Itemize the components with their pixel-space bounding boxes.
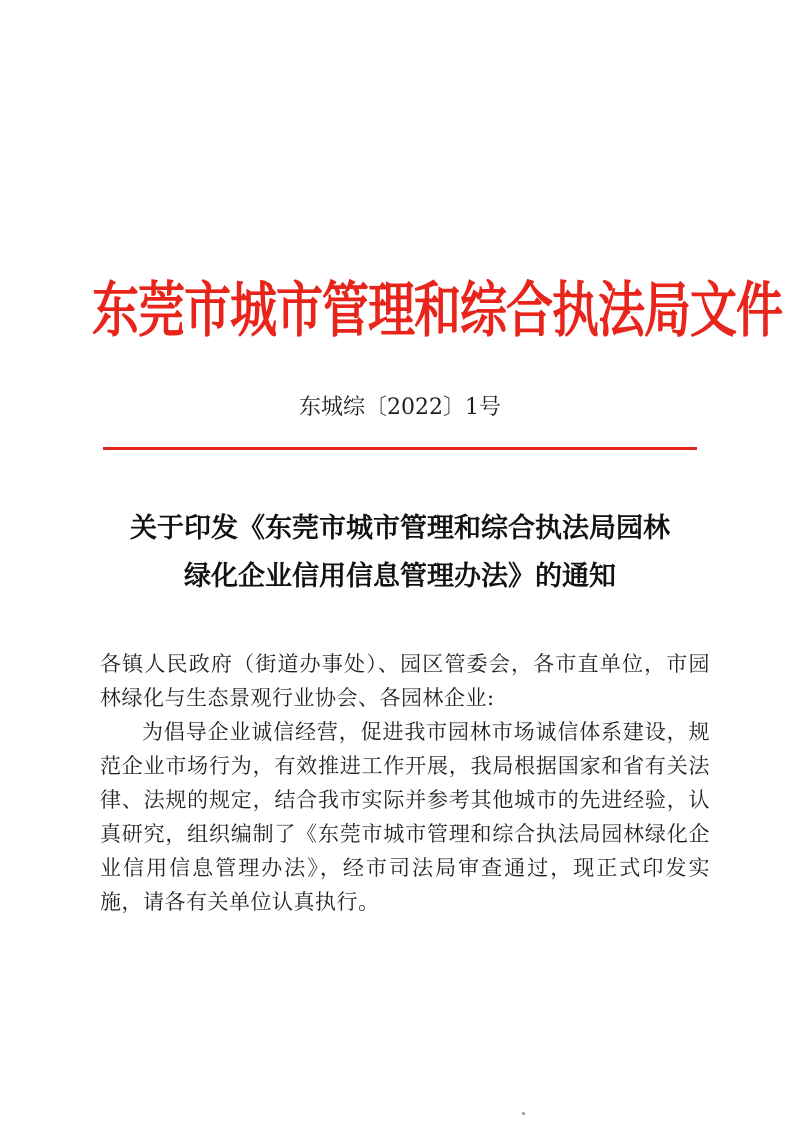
document-number: 东城综〔2022〕1号 bbox=[299, 395, 501, 420]
scan-artifact-dot bbox=[522, 1112, 525, 1115]
body-paragraph: 为倡导企业诚信经营，促进我市园林市场诚信体系建设，规范企业市场行为，有效推进工作开展，我局根据国家和省有关法律、法规的规定，结合我市实际并参考其他城市的先进经验，认真研究，组织编制了《东莞市城市管理和综合执法局园林绿化企业信用信息管理办法》，经市司法局审查通过，现正式印发实施，请各有关单位认真执行。 bbox=[100, 720, 710, 914]
notice-body bbox=[100, 647, 710, 919]
red-separator-line bbox=[103, 447, 697, 450]
notice-title-line-2: 绿化企业信用信息管理办法》的通知 bbox=[184, 561, 616, 592]
agency-header-title: 东莞市城市管理和综合执法局文件 bbox=[92, 276, 782, 347]
notice-title bbox=[90, 505, 710, 601]
notice-title-line-1: 关于印发《东莞市城市管理和综合执法局园林 bbox=[130, 513, 670, 544]
addressees-paragraph: 各镇人民政府（街道办事处）、园区管委会，各市直单位，市园林绿化与生态景观行业协会、各园林企业: bbox=[100, 652, 710, 710]
